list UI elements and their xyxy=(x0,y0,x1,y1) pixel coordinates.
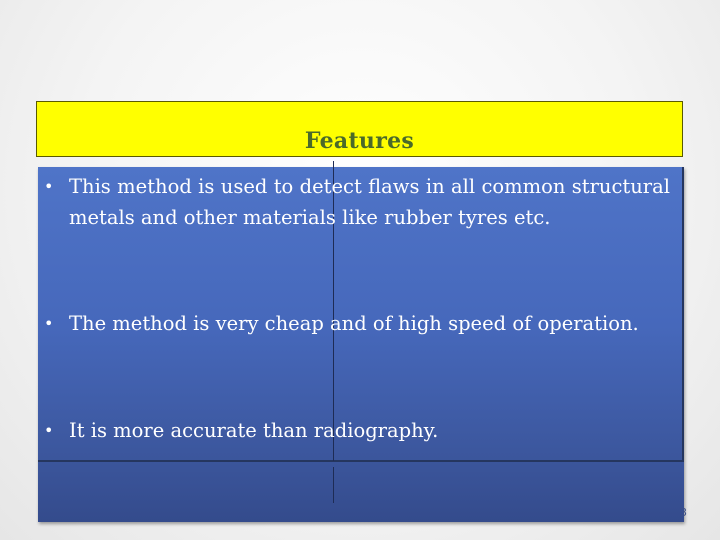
vertical-divider-lower xyxy=(333,467,334,503)
bullet-dot-icon: • xyxy=(44,421,54,440)
bullet-dot-icon: • xyxy=(44,314,54,333)
bullet-text: It is more accurate than radiography. xyxy=(69,419,439,442)
bullet-dot-icon: • xyxy=(44,177,54,196)
bullet-text: The method is very cheap and of high speed of operation. xyxy=(69,312,639,335)
title-band xyxy=(36,101,683,157)
bullet-text: This method is used to detect flaws in all common structural metals and other materials like rubber tyres etc. xyxy=(69,175,670,229)
slide-title: Features xyxy=(304,128,415,154)
slide-number: 3 xyxy=(680,506,687,519)
content-box xyxy=(38,167,684,522)
